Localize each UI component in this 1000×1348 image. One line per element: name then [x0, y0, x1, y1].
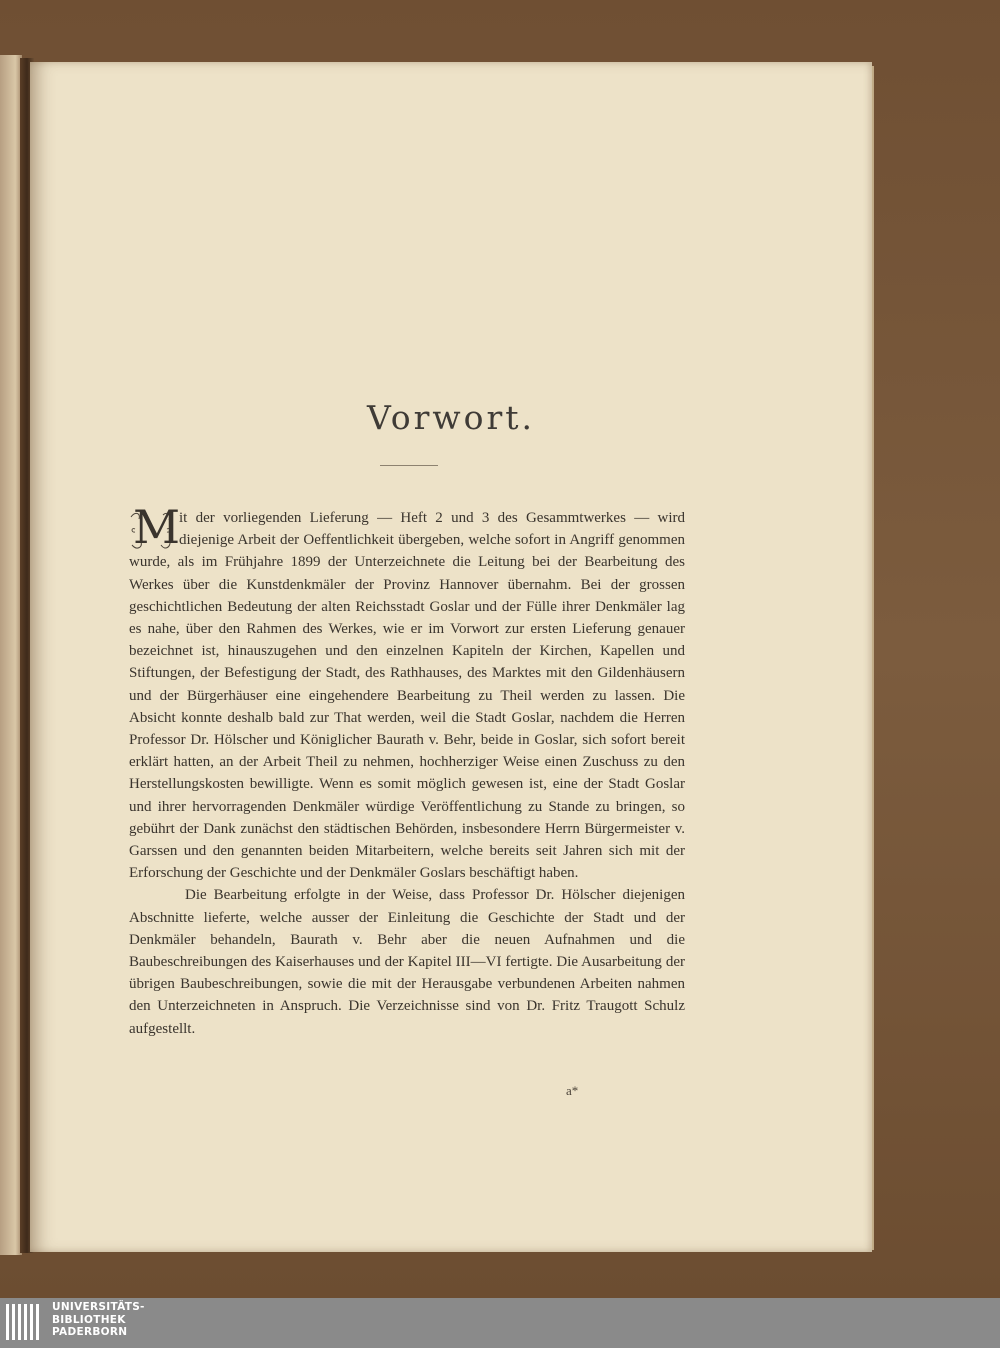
dropcap-letter: M: [133, 500, 181, 554]
title-divider: [380, 465, 438, 466]
body-text: [129, 500, 685, 1040]
library-footer-bar: [0, 1298, 1000, 1348]
book-page: [30, 62, 872, 1252]
library-name-line3: PADERBORN: [52, 1326, 128, 1338]
dropcap-initial: [129, 500, 181, 554]
left-page-edge: [0, 55, 22, 1255]
paragraph-2: Die Bearbeitung erfolgte in der Weise, dass Professor Dr. Hölscher diejenigen Abschnitte lieferte, welche ausser der Einleitung die Geschichte der Stadt und der Denkmäler behandeln, Baurath v. Behr aber die neuen Aufnahmen und die Baubeschreibungen des Kaiserhauses und der Kapitel III—VI fertigte. Die Ausarbeitung der übrigen Baubeschreibungen, sowie die mit der Herausgabe verbundenen Arbeiten nahmen den Unterzeichneten in Anspruch. Die Verzeichnisse sind von Dr. Fritz Traugott Schulz aufgestellt.: [129, 887, 685, 1037]
library-name-line2: BIBLIOTHEK: [52, 1313, 126, 1326]
library-logo-icon: [6, 1302, 42, 1342]
page-title: Vorwort.: [366, 398, 536, 437]
library-name-line1: UNIVERSITÄTS-: [52, 1301, 145, 1313]
paragraph-1: it der vorliegenden Lieferung — Heft 2 und 3 des Gesammtwerkes — wird diejenige Arbeit der Oeffentlichkeit übergeben, welche sofort in Angriff genommen wurde, als im Frühjahre 1899 der Unterzeichnete die Leitung bei der Bearbeitung des Werkes über die Kunstdenkmäler der Provinz Hannover übernahm. Bei der grossen geschichtlichen Bedeutung der alten Reichsstadt Goslar und der Fülle ihrer Denkmäler lag es nahe, über den Rahmen des Werkes, wie er im Vorwort zur ersten Lieferung genauer bezeichnet ist, hinauszugehen und den einzelnen Kapiteln der Kirchen, Kapellen und Stiftungen, der Befestigung der Stadt, des Rathhauses, des Marktes mit den Gildenhäusern und der Bürgerhäuser eine eingehendere Bearbeitung zu Theil werden zu lassen. Die Absicht konnte deshalb bald zur That werden, weil die Stadt Goslar, nachdem die Herren Professor Dr. Hölscher und Königlicher Baurath v. Behr, beide in Goslar, sich sofort bereit erklärt hatten, an der Arbeit Theil zu nehmen, hochherziger Weise einen Zuschuss zu den Herstellungskosten bewilligte. Wenn es somit möglich gewesen ist, eine der Stadt Goslar und ihrer hervorragenden Denkmäler würdige Veröffentlichung zu Stande zu bringen, so gebührt der Dank zunächst den städtischen Behörden, insbesondere Herrn Bürgermeister v. Garssen und den genannten beiden Mitarbeitern, welche bereits seit Jahren sich mit der Erforschung der Geschichte und der Denkmäler Goslars beschäftigt haben.: [129, 510, 685, 882]
library-name: [52, 1301, 145, 1339]
signature-mark: a*: [566, 1083, 579, 1098]
